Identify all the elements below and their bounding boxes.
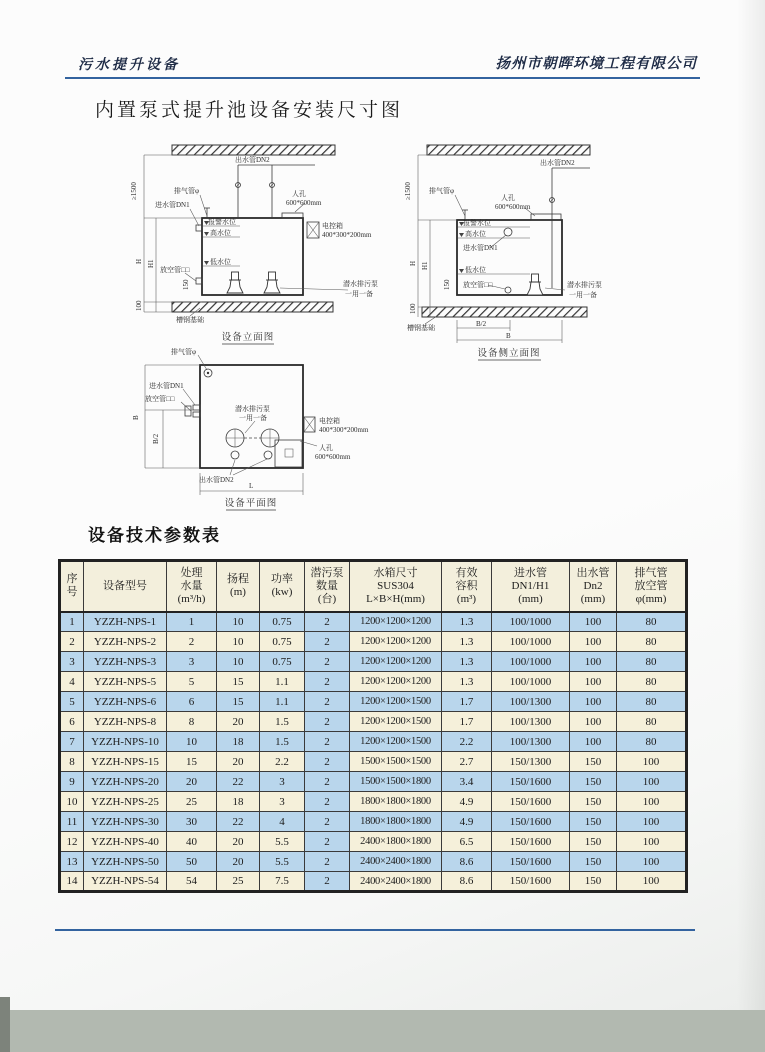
column-header-line: (mm) <box>580 592 606 605</box>
table-cell: 2 <box>305 772 350 792</box>
table-cell: 2400×1800×1800 <box>350 832 442 852</box>
table-cell: 100/1000 <box>492 612 570 632</box>
label-outlet-dn2: 出水管DN2 <box>235 156 270 164</box>
table-cell: 100 <box>570 672 617 692</box>
label-drain: 放空管□□ <box>160 266 190 274</box>
table-cell: 2 <box>305 812 350 832</box>
table-cell: 100 <box>570 712 617 732</box>
plan-caption: 设备平面图 <box>224 499 278 509</box>
table-cell: 6.5 <box>442 832 492 852</box>
column-header-line: 潜污泵 <box>310 566 344 579</box>
label-dim-150: 150 <box>443 279 451 290</box>
table-cell: 100 <box>570 732 617 752</box>
table-cell: 100 <box>617 872 687 892</box>
table-cell: 8.6 <box>442 852 492 872</box>
table-cell: 10 <box>217 652 260 672</box>
table-cell: 150/1600 <box>492 832 570 852</box>
table-cell: 150/1600 <box>492 872 570 892</box>
label-high-level: 高水位 <box>465 230 486 238</box>
table-cell: 3 <box>167 652 217 672</box>
label-panel-size: 400*300*200mm <box>322 231 372 239</box>
label-manhole: 人孔 <box>319 444 333 452</box>
table-cell: 100/1300 <box>492 712 570 732</box>
table-cell: 5 <box>60 692 84 712</box>
side-elevation-diagram <box>385 138 690 368</box>
elevation-diagram <box>100 138 390 350</box>
column-header <box>617 561 687 612</box>
table-cell: 0.75 <box>260 652 305 672</box>
table-cell: 100 <box>570 652 617 672</box>
column-header-line: 功率 <box>271 573 293 586</box>
table-cell: 18 <box>217 792 260 812</box>
table-cell: 2 <box>305 672 350 692</box>
column-header-line: (kw) <box>271 586 293 599</box>
table-cell: YZZH-NPS-1 <box>84 612 167 632</box>
table-cell: 150 <box>570 872 617 892</box>
column-header-line: 处理 <box>180 566 203 579</box>
label-pump: 潜水排污泵 <box>343 280 378 288</box>
label-pump-note: 一用一备 <box>345 290 373 298</box>
column-header-line: 水量 <box>180 579 203 592</box>
side-pump <box>527 274 543 295</box>
table-cell: 100/1000 <box>492 632 570 652</box>
table-cell: 8 <box>60 752 84 772</box>
table-cell: YZZH-NPS-3 <box>84 652 167 672</box>
table-cell: 100/1300 <box>492 732 570 752</box>
footer-rule <box>55 929 695 931</box>
table-cell: 1.5 <box>260 712 305 732</box>
label-dim-b2: B/2 <box>476 320 487 328</box>
table-cell: 20 <box>217 832 260 852</box>
label-dim-h1: H1 <box>421 261 429 270</box>
label-dim-b: B <box>132 415 140 420</box>
label-dim-100: 100 <box>409 303 417 314</box>
table-cell: 25 <box>217 872 260 892</box>
column-header-line: 数量 <box>316 579 338 592</box>
elev-dimensions <box>144 155 202 312</box>
column-header-line: 出水管 <box>576 566 610 579</box>
table-cell: 80 <box>617 672 687 692</box>
label-pump-note: 一用一备 <box>569 291 597 299</box>
plan-pumps <box>226 429 279 459</box>
table-cell: 150 <box>570 792 617 812</box>
table-cell: 18 <box>217 732 260 752</box>
label-outlet-dn2: 出水管DN2 <box>540 159 575 167</box>
column-header-line: Dn2 <box>583 579 603 592</box>
table-cell: 20 <box>217 852 260 872</box>
table-cell: 2 <box>305 752 350 772</box>
table-cell: 10 <box>217 632 260 652</box>
column-header <box>217 561 260 612</box>
elev-leaders <box>185 195 348 316</box>
label-panel-size: 400*300*200mm <box>319 426 369 434</box>
table-cell: 20 <box>217 752 260 772</box>
label-dim-b2: B/2 <box>152 433 160 444</box>
table-cell: 30 <box>167 812 217 832</box>
table-cell: 7.5 <box>260 872 305 892</box>
table-cell: 150/1300 <box>492 752 570 772</box>
label-manhole-size: 600*600mm <box>495 203 531 211</box>
scanner-background-band <box>0 1010 765 1052</box>
table-cell: YZZH-NPS-10 <box>84 732 167 752</box>
label-pump: 潜水排污泵 <box>567 281 602 289</box>
table-cell: 1200×1200×1500 <box>350 712 442 732</box>
table-section-title: 设备技术参数表 <box>88 526 221 545</box>
table-row <box>60 612 687 632</box>
table-cell: 4.9 <box>442 792 492 812</box>
table-row <box>60 832 687 852</box>
table-cell: 13 <box>60 852 84 872</box>
table-cell: 10 <box>60 792 84 812</box>
column-header <box>442 561 492 612</box>
table-cell: 2 <box>305 712 350 732</box>
label-outlet-dn2: 出水管DN2 <box>199 476 234 484</box>
label-manhole: 人孔 <box>501 194 515 202</box>
header-company: 扬州市朝晖环境工程有限公司 <box>495 55 697 72</box>
table-cell: 1.3 <box>442 632 492 652</box>
label-low-level: 低水位 <box>210 258 231 266</box>
table-cell: YZZH-NPS-40 <box>84 832 167 852</box>
table-cell: 1200×1200×1200 <box>350 632 442 652</box>
table-cell: 2 <box>305 652 350 672</box>
table-cell: 2.7 <box>442 752 492 772</box>
column-header-line: 放空管 <box>634 579 668 592</box>
table-cell: 12 <box>60 832 84 852</box>
table-row <box>60 812 687 832</box>
table-row <box>60 632 687 652</box>
table-cell: 1200×1200×1500 <box>350 692 442 712</box>
column-header-line: (m³/h) <box>177 592 206 605</box>
column-header <box>570 561 617 612</box>
table-cell: 2 <box>305 612 350 632</box>
label-low-level: 低水位 <box>465 266 486 274</box>
table-cell: 1.3 <box>442 612 492 632</box>
column-header <box>260 561 305 612</box>
table-cell: 1.3 <box>442 652 492 672</box>
table-cell: 22 <box>217 772 260 792</box>
table-cell: 150 <box>570 832 617 852</box>
table-cell: 2 <box>305 632 350 652</box>
label-alarm-level: 报警水位 <box>463 219 491 227</box>
table-cell: 1200×1200×1200 <box>350 612 442 632</box>
label-manhole-size: 600*600mm <box>315 453 351 461</box>
column-header-line: (m³) <box>456 592 477 605</box>
table-cell: 100 <box>617 752 687 772</box>
table-cell: 100 <box>617 852 687 872</box>
table-row <box>60 672 687 692</box>
table-cell: 1.1 <box>260 692 305 712</box>
table-cell: 1500×1500×1800 <box>350 772 442 792</box>
table-cell: 1200×1200×1500 <box>350 732 442 752</box>
table-cell: 0.75 <box>260 632 305 652</box>
table-cell: 1500×1500×1500 <box>350 752 442 772</box>
table-cell: 2 <box>60 632 84 652</box>
table-cell: YZZH-NPS-2 <box>84 632 167 652</box>
scan-edge-shadow <box>737 0 765 1010</box>
table-cell: 6 <box>167 692 217 712</box>
table-cell: 2 <box>167 632 217 652</box>
column-header-line: (mm) <box>518 592 543 605</box>
table-cell: 1.7 <box>442 712 492 732</box>
column-header-line: 设备型号 <box>103 579 147 592</box>
table-cell: 54 <box>167 872 217 892</box>
label-dim-h1: H1 <box>147 259 155 268</box>
table-cell: 1.5 <box>260 732 305 752</box>
column-header <box>167 561 217 612</box>
table-cell: 1800×1800×1800 <box>350 792 442 812</box>
column-header-line: (m) <box>230 586 246 599</box>
table-cell: 80 <box>617 612 687 632</box>
table-cell: 3 <box>260 792 305 812</box>
table-cell: 11 <box>60 812 84 832</box>
header-brand: 污水提升设备 <box>78 57 180 73</box>
column-header-line: 号 <box>66 586 78 599</box>
doc-title: 内置泵式提升池设备安装尺寸图 <box>95 100 404 121</box>
table-cell: 80 <box>617 712 687 732</box>
column-header <box>492 561 570 612</box>
table-cell: YZZH-NPS-25 <box>84 792 167 812</box>
table-cell: 80 <box>617 652 687 672</box>
table-cell: YZZH-NPS-8 <box>84 712 167 732</box>
table-cell: 100 <box>617 792 687 812</box>
table-cell: 10 <box>217 612 260 632</box>
label-dim-b: B <box>506 332 511 340</box>
label-vent: 排气管φ <box>429 187 455 195</box>
column-header-line: φ(mm) <box>635 592 667 605</box>
table-cell: 5.5 <box>260 852 305 872</box>
column-header-line: 有效 <box>455 566 478 579</box>
table-cell: 5 <box>167 672 217 692</box>
table-cell: 80 <box>617 692 687 712</box>
table-cell: 25 <box>167 792 217 812</box>
plan-diagram <box>105 345 405 517</box>
table-cell: 14 <box>60 872 84 892</box>
table-cell: 8.6 <box>442 872 492 892</box>
column-header-line: L×B×H(mm) <box>366 592 425 605</box>
table-cell: 5.5 <box>260 832 305 852</box>
column-header <box>84 561 167 612</box>
column-header-line: SUS304 <box>377 579 414 592</box>
table-cell: 2.2 <box>442 732 492 752</box>
table-row <box>60 752 687 772</box>
table-cell: 2 <box>305 832 350 852</box>
label-panel: 电控箱 <box>322 222 343 230</box>
table-cell: 150/1600 <box>492 792 570 812</box>
table-cell: 1200×1200×1200 <box>350 652 442 672</box>
column-header <box>60 561 84 612</box>
table-cell: 4 <box>260 812 305 832</box>
table-cell: 8 <box>167 712 217 732</box>
table-cell: YZZH-NPS-50 <box>84 852 167 872</box>
table-cell: 1.1 <box>260 672 305 692</box>
column-header-line: 水箱尺寸 <box>373 566 418 579</box>
table-cell: 7 <box>60 732 84 752</box>
table-cell: 15 <box>217 672 260 692</box>
label-drain: 放空管□□ <box>463 281 493 289</box>
table-cell: 3 <box>60 652 84 672</box>
table-body <box>60 612 687 892</box>
table-cell: 80 <box>617 632 687 652</box>
table-cell: 150/1600 <box>492 852 570 872</box>
label-clearance: ≥1500 <box>404 182 412 200</box>
table-cell: 1.7 <box>442 692 492 712</box>
table-cell: 150/1600 <box>492 812 570 832</box>
label-vent: 排气管φ <box>174 187 200 195</box>
table-row <box>60 692 687 712</box>
table-cell: 40 <box>167 832 217 852</box>
elevation-caption: 设备立面图 <box>221 333 275 343</box>
table-cell: YZZH-NPS-5 <box>84 672 167 692</box>
label-vent: 排气管φ <box>171 348 197 356</box>
table-cell: 2 <box>305 872 350 892</box>
label-inlet-dn1: 进水管DN1 <box>463 244 498 252</box>
elev-slabs <box>172 145 335 312</box>
label-clearance: ≥1500 <box>130 182 138 200</box>
label-panel: 电控箱 <box>319 417 340 425</box>
table-cell: 1 <box>167 612 217 632</box>
table-cell: 50 <box>167 852 217 872</box>
table-cell: 100 <box>617 812 687 832</box>
table-cell: 2.2 <box>260 752 305 772</box>
table-row <box>60 792 687 812</box>
table-row <box>60 712 687 732</box>
table-cell: 4.9 <box>442 812 492 832</box>
table-cell: 100 <box>570 692 617 712</box>
table-cell: 0.75 <box>260 612 305 632</box>
label-dim-150: 150 <box>182 279 190 290</box>
table-cell: 100/1000 <box>492 672 570 692</box>
table-header-row <box>60 561 687 612</box>
table-row <box>60 652 687 672</box>
label-base: 槽钢基础 <box>407 324 435 332</box>
table-cell: 100 <box>570 612 617 632</box>
table-cell: 100 <box>617 772 687 792</box>
label-pump-note: 一用一备 <box>239 414 267 422</box>
table-cell: 9 <box>60 772 84 792</box>
table-cell: 6 <box>60 712 84 732</box>
table-cell: 150 <box>570 812 617 832</box>
column-header-line: 扬程 <box>227 573 249 586</box>
table-cell: 1200×1200×1200 <box>350 672 442 692</box>
table-cell: 1.3 <box>442 672 492 692</box>
table-cell: 2 <box>305 792 350 812</box>
table-cell: 10 <box>167 732 217 752</box>
header-rule <box>65 77 700 79</box>
table-row <box>60 872 687 892</box>
label-high-level: 高水位 <box>210 229 231 237</box>
parameter-table <box>58 559 688 893</box>
label-alarm-level: 报警水位 <box>208 218 236 226</box>
table-cell: 150 <box>570 852 617 872</box>
table-cell: 15 <box>217 692 260 712</box>
label-dim-h: H <box>135 258 143 264</box>
table-cell: 150 <box>570 752 617 772</box>
label-manhole-size: 600*600mm <box>286 199 322 207</box>
label-dim-h: H <box>409 260 417 266</box>
table-cell: 100/1300 <box>492 692 570 712</box>
table-cell: 100/1000 <box>492 652 570 672</box>
elev-pumps <box>227 272 280 293</box>
label-manhole: 人孔 <box>292 190 306 198</box>
side-caption: 设备侧立面图 <box>477 349 541 359</box>
label-drain: 放空管□□ <box>145 395 175 403</box>
column-header-line: 进水管 <box>514 566 547 579</box>
column-header-line: DN1/H1 <box>511 579 550 592</box>
table-row <box>60 732 687 752</box>
label-dim-100: 100 <box>135 300 143 311</box>
table-cell: 2400×2400×1800 <box>350 872 442 892</box>
table-cell: 1800×1800×1800 <box>350 812 442 832</box>
table-cell: 150 <box>570 772 617 792</box>
column-header-line: 序 <box>66 573 78 586</box>
label-inlet-dn1: 进水管DN1 <box>149 382 184 390</box>
table-row <box>60 772 687 792</box>
label-inlet-dn1: 进水管DN1 <box>155 201 190 209</box>
column-header-line: 容积 <box>455 579 478 592</box>
label-pump: 潜水排污泵 <box>235 405 270 413</box>
label-dim-l: L <box>249 482 254 490</box>
table-cell: YZZH-NPS-54 <box>84 872 167 892</box>
table-cell: 3.4 <box>442 772 492 792</box>
table-cell: 150/1600 <box>492 772 570 792</box>
table-cell: 2 <box>305 692 350 712</box>
table-cell: 15 <box>167 752 217 772</box>
column-header-line: 排气管 <box>634 566 668 579</box>
table-cell: 2400×2400×1800 <box>350 852 442 872</box>
table-cell: 100 <box>617 832 687 852</box>
table-cell: YZZH-NPS-20 <box>84 772 167 792</box>
table-cell: YZZH-NPS-30 <box>84 812 167 832</box>
scanner-corner-shadow <box>0 997 10 1052</box>
table-cell: 2 <box>305 732 350 752</box>
table-cell: 20 <box>217 712 260 732</box>
table-row <box>60 852 687 872</box>
table-cell: 4 <box>60 672 84 692</box>
table-cell: YZZH-NPS-15 <box>84 752 167 772</box>
table-cell: 80 <box>617 732 687 752</box>
table-cell: 1 <box>60 612 84 632</box>
table-cell: 3 <box>260 772 305 792</box>
table-cell: YZZH-NPS-6 <box>84 692 167 712</box>
table-cell: 22 <box>217 812 260 832</box>
side-slabs <box>422 145 590 317</box>
table-cell: 2 <box>305 852 350 872</box>
column-header <box>350 561 442 612</box>
column-header <box>305 561 350 612</box>
column-header-line: (台) <box>317 592 337 605</box>
table-cell: 100 <box>570 632 617 652</box>
table-cell: 20 <box>167 772 217 792</box>
label-base: 槽钢基础 <box>176 316 204 324</box>
